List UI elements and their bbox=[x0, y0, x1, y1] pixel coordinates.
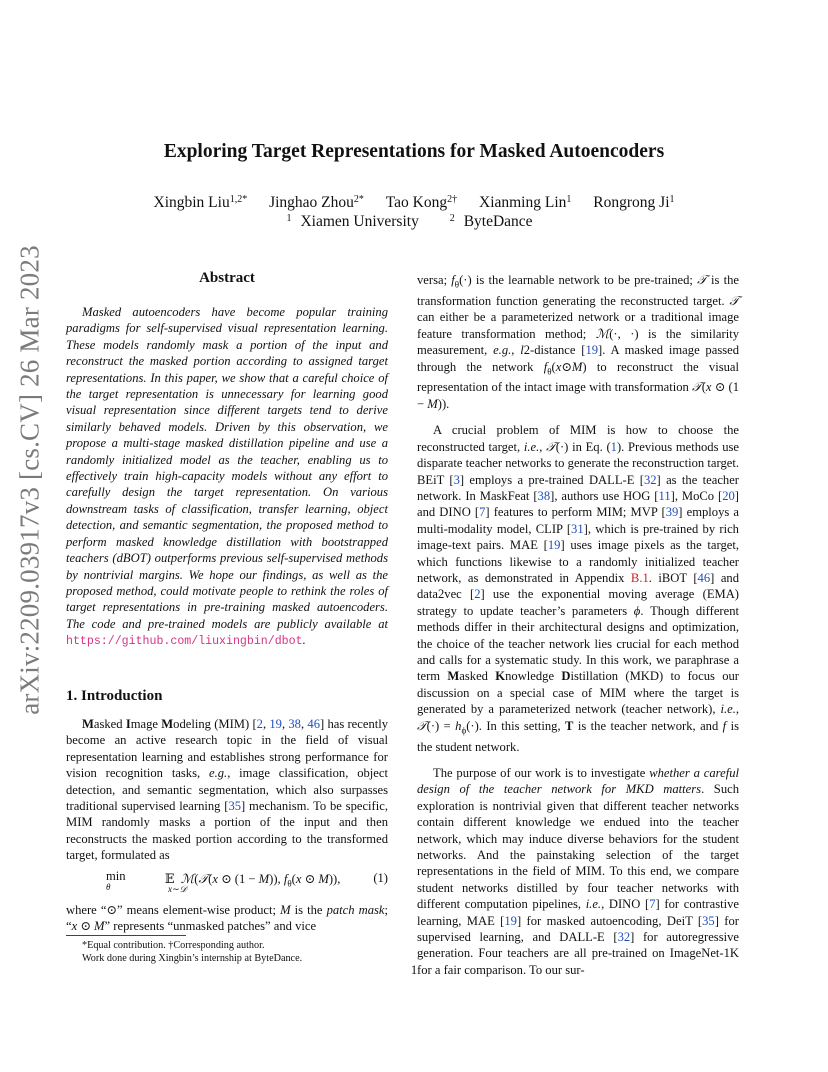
paragraph: versa; $f_\theta(\cdot)$ is the learnable network to be pre-trained; 𝒯 is the transformation function generating the reconstructed target. 𝒯 can either be a parameterized network or a traditional image feature transformation method; ℳ(·, ·) is the similarity measurement, e.g., l2-distance [19]. A masked image passed through the network $f_\theta(x⊙M)$ to reconstruct the visual representation of the intact image with transformation 𝒯(x ⊙ (1 − M)). bbox=[417, 273, 740, 411]
equation-number: (1) bbox=[373, 871, 388, 885]
abstract-heading: Abstract bbox=[199, 270, 255, 286]
code-link[interactable]: https://github.com/liuxingbin/dbot bbox=[66, 635, 303, 649]
arxiv-id: arXiv:2209.03917v3 [cs.CV] 26 Mar 2023 bbox=[14, 245, 45, 715]
page-number: 1 bbox=[410, 963, 418, 977]
footnote-2: Work done during Xingbin’s internship at ByteDance. bbox=[82, 953, 303, 964]
equation-1: min θ 𝔼 ℳ(𝒯(x ⊙ (1 − M)), $f_\theta(x$ ⊙ M)), x∼𝒟 (1) bbox=[106, 869, 388, 894]
paper-title: Exploring Target Representations for Masked Autoencoders bbox=[163, 141, 665, 162]
author-list bbox=[0, 194, 828, 212]
affiliation-list bbox=[0, 213, 828, 231]
author: Jinghao Zhou$^{2*}$ bbox=[269, 194, 364, 211]
author: Xingbin Liu$^{1,2*}$ bbox=[153, 194, 248, 211]
affiliation: $^1$ Xiamen University bbox=[286, 213, 419, 230]
abstract-text: Masked autoencoders have become popular training paradigms for self-supervised visual representation learning. These models randomly mask a portion of the input and reconstruct the masked portion according to assigned target representations. In this paper, we show that a careful choice of the target representation is unnecessary for learning good visual representation since different targets tend to derive similarly behaved models. Driven by this observation, we propose a multi-stage masked distillation pipeline and use a randomly initialized model as the teacher, enabling us to effectively train high-capacity models without any effort to carefully design the target representation. On various downstream tasks of classification, transfer learning, object detection, and semantic segmentation, the proposed method to perform masked knowledge distillation with bootstrapped teachers (dBOT) outperforms previous self-supervised methods by nontrivial margins. We hope our findings, as well as the proposed method, could motivate people to rethink the roles of target representations in pre-training masked autoencoders. The code and pre-trained models are publicly available at bbox=[66, 305, 388, 631]
paragraph: The purpose of our work is to investigate whether a careful design of the teacher network for MKD matters. Such exploration is nontrivial given that different teacher networks contain different knowledge we endued into the teacher network, which may induce diverse behaviors for the student networks. And the painstaking selection of the target representations in the field of MIM. To this end, we compare student networks distilled by four teacher networks with different computation pipelines, i.e., DINO [7] for contrastive learning, MAE [19] for masked autoencoding, DeiT [35] for supervised learning, and DALL-E [32] for autoregressive generation. Four teachers are all pre-trained on ImageNet-1K for a fair comparison. To our sur- bbox=[417, 765, 739, 977]
right-column bbox=[417, 272, 739, 978]
affiliation: $^2$ ByteDance bbox=[449, 213, 533, 230]
section-heading: 1. Introduction bbox=[66, 688, 163, 704]
abstract-body: Masked autoencoders have become popular training paradigms for self-supervised visual representation learning. These models randomly mask a portion of the input and reconstruct the masked portion according to assigned target representations. In this paper, we show that a careful choice of the target representation is unnecessary for learning good visual representation since different targets tend to derive similarly behaved models. Driven by this observation, we propose a multi-stage masked distillation pipeline and use a randomly initialized model as the teacher, enabling us to effectively train high-capacity models without any effort to carefully design the target representation. On various downstream tasks of classification, transfer learning, object detection, and semantic segmentation, the proposed method to perform masked knowledge distillation with bootstrapped teachers (dBOT) outperforms previous self-supervised methods by nontrivial margins. We hope our findings, as well as the proposed method, could motivate people to rethink the roles of target representations in pre-training masked autoencoders. The code and pre-trained models are publicly available at https://github.com/liuxingbin/dbot. bbox=[66, 305, 388, 649]
paragraph: A crucial problem of MIM is how to choose the reconstructed target, i.e., 𝒯(·) in Eq. (1). Previous methods use disparate teacher networks to generate the reconstruction target. BEiT [3] employs a pre-trained DALL-E [32] as the teacher network. In MaskFeat [38], authors use HOG [11], MoCo [20] and DINO [7] features to perform MIM; MVP [39] employs a multi-modality model, CLIP [31], which is pre-trained by rich image-text pairs. MAE [19] uses image pixels as the target, which functions likewise to a randomly initialized teacher network, as demonstrated in Appendix B.1. iBOT [46] and data2vec [2] use the exponential moving average (EMA) strategy to update teacher’s parameters ϕ. Though different methods differ in their architectural designs and optimization, the choice of the teacher network lies crucial for each method and calls for a systematic study. In this work, we paraphrase a term Masked Knowledge Distillation (MKD) to focus our discussion on a special case of MIM where the target is generated by a parameterized network (teacher network), i.e., 𝒯(·) = $h_\phi(\cdot)$. In this setting, T is the teacher network, and f is the student network. bbox=[417, 423, 740, 754]
footnote-rule bbox=[66, 935, 186, 936]
intro-paragraph: Masked Image Modeling (MIM) [2, 19, 38, 46] has recently become an active research topic in the field of visual representation learning and establishes strong performance for vision recognition tasks, e.g., image classification, object detection, and semantic segmentation, which also surpasses traditional supervised learning [35] mechanism. To be specific, MIM randomly masks a portion of the input and then reconstructs the masked portion according to the transformed target, formulated as bbox=[66, 717, 389, 863]
arxiv-sidebar-stamp bbox=[10, 245, 50, 715]
footnotes bbox=[66, 939, 388, 965]
footnote-1: *Equal contribution. †Corresponding author. bbox=[82, 940, 265, 951]
author: Rongrong Ji$^1$ bbox=[593, 194, 675, 211]
author: Xianming Lin$^1$ bbox=[479, 194, 572, 211]
intro-paragraph-cont: where “⊙” means element-wise product; M is the patch mask; “x ⊙ M” represents “unmasked patches” and vice bbox=[66, 903, 389, 934]
author: Tao Kong$^{2\dagger}$ bbox=[385, 194, 458, 211]
